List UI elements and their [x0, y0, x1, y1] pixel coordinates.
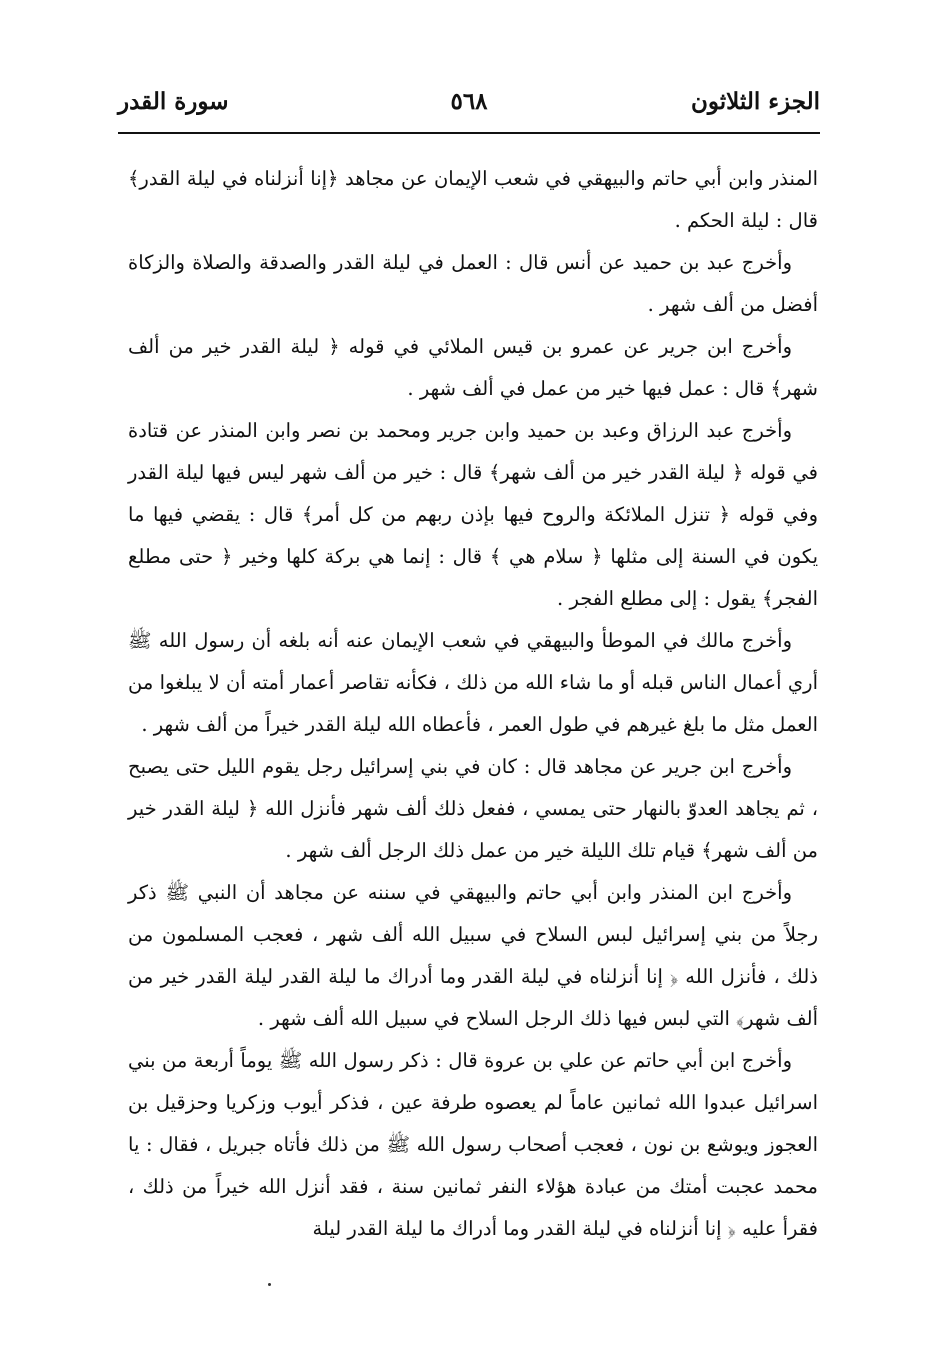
page-body — [128, 158, 818, 1250]
page-number: ٥٦٨ — [450, 88, 488, 115]
paragraph: وأخرج مالك في الموطأ والبيهقي في شعب الإيمان عنه أنه بلغه أن رسول الله ﷺ أري أعمال الناس قبله أو ما شاء الله من ذلك ، فكأنه تقاصر أعمار أمته أن لا يبلغوا من العمل مثل ما بلغ غيرهم في طول العمر ، فأعطاه الله ليلة القدر خيراً من ألف شهر . — [128, 629, 818, 736]
juz-title: الجزء الثلاثون — [691, 88, 820, 115]
paragraph: وأخرج عبد الرزاق وعبد بن حميد وابن جرير ومحمد بن نصر وابن المنذر عن قتادة في قوله ﴿ ليلة القدر خير من ألف شهر﴾ قال : خير من ألف شهر ليس فيها ليلة القدر وفي قوله ﴿ تنزل الملائكة والروح فيها بإذن ربهم من كل أمر﴾ قال : يقضي فيها ما يكون في السنة إلى مثلها ﴿ سلام هي ﴾ قال : إنما هي بركة كلها وخير ﴿ حتى مطلع الفجر﴾ يقول : إلى مطلع الفجر . — [128, 419, 818, 610]
print-speck — [268, 1283, 271, 1286]
page-header — [118, 84, 820, 124]
paragraph: وأخرج عبد بن حميد عن أنس قال : العمل في ليلة القدر والصدقة والصلاة والزكاة أفضل من ألف شهر . — [128, 251, 818, 316]
surah-title: سورة القدر — [118, 88, 229, 115]
paragraph: المنذر وابن أبي حاتم والبيهقي في شعب الإيمان عن مجاهد ﴿إنا أنزلناه في ليلة القدر﴾ قال : ليلة الحكم . — [128, 167, 818, 232]
paragraph: وأخرج ابن جرير عن عمرو بن قيس الملائي في قوله ﴿ ليلة القدر خير من ألف شهر﴾ قال : عمل فيها خير من عمل في ألف شهر . — [128, 335, 818, 400]
paragraph: وأخرج ابن أبي حاتم عن علي بن عروة قال : ذكر رسول الله ﷺ يوماً أربعة من بني اسرائيل عبدوا الله ثمانين عاماً لم يعصوه طرفة عين ، فذكر أيوب وزكريا وحزقيل بن العجوز ويوشع بن نون ، فعجب أصحاب رسول الله ﷺ من ذلك فأتاه جبريل ، فقال : يا محمد عجبت أمتك من عبادة هؤلاء النفر ثمانين سنة ، فقد أنزل الله خيراً من ذلك ، فقرأ عليه ﴿ إنا أنزلناه في ليلة القدر وما أدراك ما ليلة القدر ليلة — [128, 1049, 818, 1240]
paragraph: وأخرج ابن جرير عن مجاهد قال : كان في بني إسرائيل رجل يقوم الليل حتى يصبح ، ثم يجاهد العدوّ بالنهار حتى يمسي ، ففعل ذلك ألف شهر فأنزل الله ﴿ ليلة القدر خير من ألف شهر﴾ قيام تلك الليلة خير من عمل ذلك الرجل ألف شهر . — [128, 755, 818, 862]
header-rule — [118, 132, 820, 134]
paragraph: وأخرج ابن المنذر وابن أبي حاتم والبيهقي في سننه عن مجاهد أن النبي ﷺ ذكر رجلاً من بني إسرائيل لبس السلاح في سبيل الله ألف شهر ، فعجب المسلمون من ذلك ، فأنزل الله ﴿ إنا أنزلناه في ليلة القدر وما أدراك ما ليلة القدر ليلة القدر خير من ألف شهر﴾ التي لبس فيها ذلك الرجل السلاح في سبيل الله ألف شهر . — [128, 881, 818, 1030]
